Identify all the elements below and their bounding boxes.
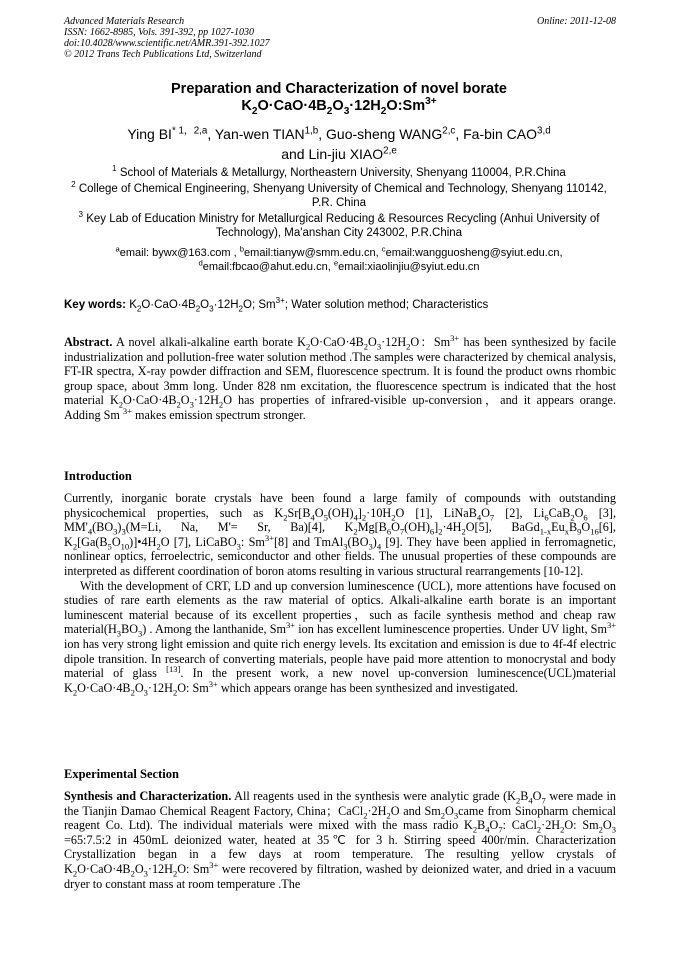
email-list: $^a$email: bywx@163.com , $^b$email:tianyw@smm.edu.cn, $^c$email:wangguosheng@syiut.edu.cn, $^d$email:fbcao@ahut.edu.cn, $^e$email:xiaolinjiu@syiut.edu.cn [115, 244, 563, 273]
abstract-label: Abstract. [64, 335, 113, 349]
keywords: Key words: $K_2O\cdot CaO\cdot 4B_2O_3\cdot 12H_2O$; $Sm^{3+}$; Water solution method; Characteristics [64, 296, 489, 314]
affiliation: $^1$ School of Materials & Metallurgy, Northeastern University, Shenyang 110004, P.R.China [112, 164, 566, 179]
journal-name: Advanced Materials Research [64, 16, 185, 27]
introduction-heading: Introduction [64, 469, 132, 483]
synthesis-subheading: Synthesis and Characterization. [64, 789, 232, 803]
experimental-heading: Experimental Section [64, 767, 179, 781]
affiliation: $^2$ College of Chemical Engineering, Shenyang University of Chemical and Technology, Shenyang 110142, P.R. China [71, 179, 607, 209]
email-c[interactable]: email:wangguosheng@syiut.edu.cn, [385, 247, 563, 259]
experimental-body: Synthesis and Characterization. All reagents used in the synthesis were analytic grade ($K_2B_4O_7$ were made in the Tianjin Damao Chemical Reagent Factory, China；$CaCl_2\cdot 2H_2O$ and $Sm_2O_3came$ from Sinopharm chemical reagent Co. Ltd). The individual materials were mixed with the mass radio $K_2B_4O_7$: $CaCl_2\cdot 2H_2O$: $Sm_2O_3$ =65:7.5:2 in 450mL deionized water, heated at 35℃ for 3 h. Stirring speed 400r/min. Characterization Crystallization began in a few days at room temperature. The resulting yellow crystals of $K_2O\cdot CaO\cdot 4B_2O_3\cdot 12H_2O$: $Sm^{3+}$ were recovered by filtration, washed by deionized water, and dried in a vacuum dryer to constant mass at room temperature .The [64, 789, 617, 891]
author-name: , Yan-wen TIAN [207, 126, 305, 142]
email-d[interactable]: email:fbcao@ahut.edu.cn, [202, 261, 334, 273]
author-name: Ying BI [127, 126, 172, 142]
keywords-label: Key words: [64, 299, 126, 311]
title-formula: $K_2O\cdot CaO\cdot 4B_2O_3\cdot 12H_2O:Sm^{3+}$ [241, 96, 437, 117]
online-date: Online: 2011-12-08 [537, 16, 616, 27]
author-name: and Lin-jiu XIAO [281, 146, 384, 162]
abstract: Abstract. A novel alkali-alkaline earth borate $K_2O\cdot CaO\cdot 4B_2O_3\cdot 12H_2O$：$Sm^{3+}$ has been synthesized by facile industrialization and pollution-free water solution method .The samples were characterized by chemical analysis, FT-IR spectra, X-ray powder diffraction and SEM, fluorescence spectrum. It is found the product owns rhombic group space, about 3mm long. Under 828 nm excitation, the fluorescence spectrum is indicated that the host material $K_2O\cdot CaO\cdot 4B_2O_3\cdot 12H_2O$ has properties of infrared-visible up-conversion，and it appears orange. Adding Sm $^{3+}$ makes emission spectrum stronger. [64, 332, 617, 422]
author-list: Ying $BI^{* 1,2,a}$, Yan-wen TIAN$^{1,b}$, Guo-sheng WANG$^{2,c}$, Fa-bin CAO$^{3,d}$ and Lin-jiu XIAO$^{2,e}$ [127, 125, 551, 162]
email-b[interactable]: email:tianyw@smm.edu.cn, [244, 247, 382, 259]
intro-paragraph-2: With the development of CRT, LD and up conversion luminescence (UCL), more attentions have focused on studies of rare earth elements as the raw material of optics. Alkali-alkaline earth borate is an important luminescent material because of its excellent properties，such as facile synthesis method and cheap raw $material(H_3BO_3)$ . Among the lanthanide, $Sm^{3+}$ ion has excellent luminescence properties. Under UV light, $Sm^{3+}$ ion has very strong light emission and quite rich energy levels. Its excitation and emission is due to 4f-4f electric dipole transition. In research of converting materials, people have paid more attention to monocrystal and body material of glass [13]. In the present work, a new novel up-conversion luminescence(UCL)material $K_2O\cdot CaO\cdot 4B_2O_3\cdot 12H_2O$: $Sm^{3+}$ which appears orange has been synthesized and investigated. [64, 578, 617, 698]
affiliations [70, 166, 608, 242]
email-a[interactable]: email: bywx@163.com , [119, 247, 240, 259]
author-name: , Fa-bin CAO [455, 126, 538, 142]
paper-title [40, 81, 638, 115]
title-line-1: Preparation and Characterization of novel borate [171, 81, 507, 97]
issn-line: ISSN: 1662-8985, Vols. 391-392, pp 1027-1030 [64, 27, 254, 38]
journal-header [64, 16, 616, 60]
email-e[interactable]: email:xiaolinjiu@syiut.edu.cn [338, 261, 480, 273]
author-name: , Guo-sheng WANG [318, 126, 443, 142]
intro-paragraph-1: Currently, inorganic borate crystals have been found a large family of compounds with outstanding physicochemical properties, such as $K_2Sr[B_4O_5(OH)_4]_2\cdot 10H_2O$ [1], $LiNaB_4O_7$ [2], $Li_6CaB_2O_6$ [3], $MM'_4(BO_3)_3(M=Li$, Na, M'= Sr, Ba)[4], $K_2Mg[B_6O_7(OH)_6]_2\cdot 4H_2O[5]$, $BaGd_{1-x}Eu_xB_9O_{16}[6]$, $K_2[Ga(B_5O_{10})]•4H_2O$ [7], LiCaBO$_3$: $Sm^{3+}[8]$ and $TmAl_3(BO_3)_4$ [9]. They have been applied in ferromagnetic, nonlinear optics, ferroelectric, semiconductor and other fields. The unusual properties of these compounds are interpreted as different coordination of boron atoms resulting in various structural rearrangements [10-12]. [64, 491, 616, 578]
doi-line: doi:10.4028/www.scientific.net/AMR.391-392.1027 [64, 38, 270, 49]
copyright-line: © 2012 Trans Tech Publications Ltd, Switzerland [64, 49, 262, 60]
introduction-body [64, 491, 617, 698]
affiliation: $^3$ Key Lab of Education Ministry for Metallurgical Reducing & Resources Recycling (Anhui University of Technology), Ma'anshan City 243002, P.R.China [78, 209, 600, 239]
